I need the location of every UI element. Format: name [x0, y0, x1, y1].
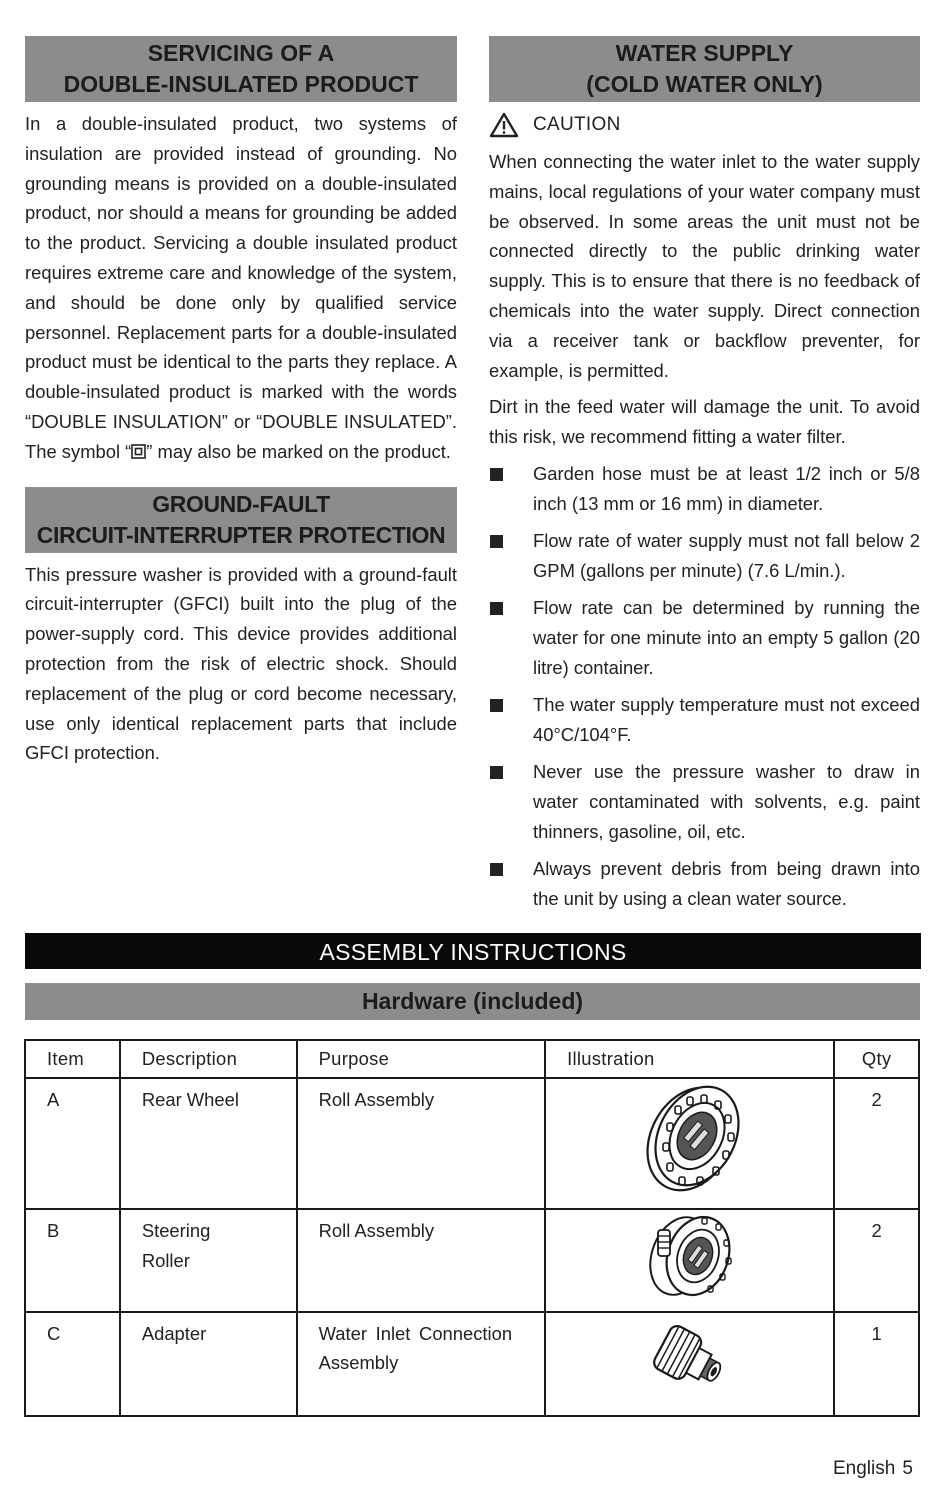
header-illustration: Illustration: [545, 1040, 834, 1078]
cell-illustration: [545, 1078, 834, 1209]
cell-item: B: [25, 1209, 120, 1312]
cell-purpose: Roll Assembly: [297, 1078, 546, 1209]
table-row: [25, 1209, 919, 1312]
adapter-icon: [645, 1319, 735, 1399]
cell-illustration: [545, 1209, 834, 1312]
cell-qty: 2: [834, 1209, 919, 1312]
cell-description: Adapter: [120, 1312, 297, 1416]
header-purpose: Purpose: [297, 1040, 546, 1078]
servicing-paragraph: In a double-insulated product, two systems of insulation are provided instead of grounding. No grounding means is provided on a double-insulated product, nor should a means for grounding be added to the product. Servicing a double insulated product requires extreme care and knowledge of the system, and should be done only by qualified service personnel. Replacement parts for a double-insulated product must be identical to the parts they replace. A double-insulated product is marked with the words “DOUBLE INSULATION” or “DOUBLE INSULATED”. The symbol “ ” may also be marked on the product.: [25, 113, 457, 462]
cell-illustration: [545, 1312, 834, 1416]
warning-triangle-icon: [489, 112, 519, 138]
cell-item: C: [25, 1312, 120, 1416]
cell-qty: 2: [834, 1078, 919, 1209]
bullet-item: Garden hose must be at least 1/2 inch or 5/8 inch (13 mm or 16 mm) in diameter.: [489, 459, 920, 519]
cell-purpose: Roll Assembly: [297, 1209, 546, 1312]
bullet-item: Always prevent debris from being drawn into the unit by using a clean water source.: [489, 854, 920, 914]
steering-roller-icon: [640, 1210, 740, 1302]
square-bullet-icon: [490, 766, 503, 779]
bullet-item: Never use the pressure washer to draw in water contaminated with solvents, e.g. paint thinners, gasoline, oil, etc.: [489, 757, 920, 846]
cell-purpose: Water Inlet Connection Assembly: [297, 1312, 546, 1416]
assembly-instructions-banner: ASSEMBLY INSTRUCTIONS: [25, 933, 921, 969]
header-description: Description: [120, 1040, 297, 1078]
table-row: [25, 1078, 919, 1209]
square-bullet-icon: [490, 863, 503, 876]
gfci-paragraph: This pressure washer is provided with a ground-fault circuit-interrupter (GFCI) built into the plug of the power-supply cord. This device provides additional protection from the risk of electric shock. Should replacement of the plug or cord become necessary, use only identical replacement parts that include GFCI protection.: [25, 563, 457, 764]
page-footer: [833, 1458, 913, 1480]
rear-wheel-icon: [635, 1079, 745, 1199]
cell-qty: 1: [834, 1312, 919, 1416]
section-heading-servicing: SERVICING OF A DOUBLE-INSULATED PRODUCT: [25, 36, 457, 102]
header-item: Item: [25, 1040, 120, 1078]
cell-item: A: [25, 1078, 120, 1209]
square-bullet-icon: [490, 535, 503, 548]
square-bullet-icon: [490, 468, 503, 481]
bullet-item: Flow rate of water supply must not fall below 2 GPM (gallons per minute) (7.6 L/min.).: [489, 526, 920, 586]
square-bullet-icon: [490, 602, 503, 615]
hardware-table: [24, 1039, 920, 1417]
right-column: [489, 36, 920, 921]
water-supply-paragraph-2: Dirt in the feed water will damage the unit. To avoid this risk, we recommend fitting a water filter.: [489, 396, 920, 448]
bullet-item: The water supply temperature must not exceed 40°C/104°F.: [489, 690, 920, 750]
water-supply-bullet-list: [489, 459, 920, 914]
bullet-item: Flow rate can be determined by running the water for one minute into an empty 5 gallon (20 litre) container.: [489, 593, 920, 682]
double-insulation-symbol-icon: [131, 444, 146, 459]
table-row: [25, 1312, 919, 1416]
section-heading-water-supply: WATER SUPPLY (COLD WATER ONLY): [489, 36, 920, 102]
page-number: 5: [902, 1458, 913, 1479]
cell-description: Rear Wheel: [120, 1078, 297, 1209]
caution-label: CAUTION: [489, 110, 920, 140]
footer-language: English: [833, 1458, 896, 1479]
header-qty: Qty: [834, 1040, 919, 1078]
table-header-row: [25, 1040, 919, 1078]
section-heading-gfci: GROUND-FAULT CIRCUIT-INTERRUPTER PROTECTION: [25, 487, 457, 553]
cell-description: Steering Roller: [120, 1209, 297, 1312]
water-supply-paragraph-1: When connecting the water inlet to the water supply mains, local regulations of your water company must be observed. In some areas the unit must not be connected directly to the public drinking water supply. This is to ensure that there is no feedback of chemicals into the water supply. Direct connection via a receiver tank or backflow preventer, for example, is permitted.: [489, 151, 920, 381]
square-bullet-icon: [490, 699, 503, 712]
left-column: [25, 36, 457, 768]
hardware-heading: Hardware (included): [25, 983, 920, 1020]
